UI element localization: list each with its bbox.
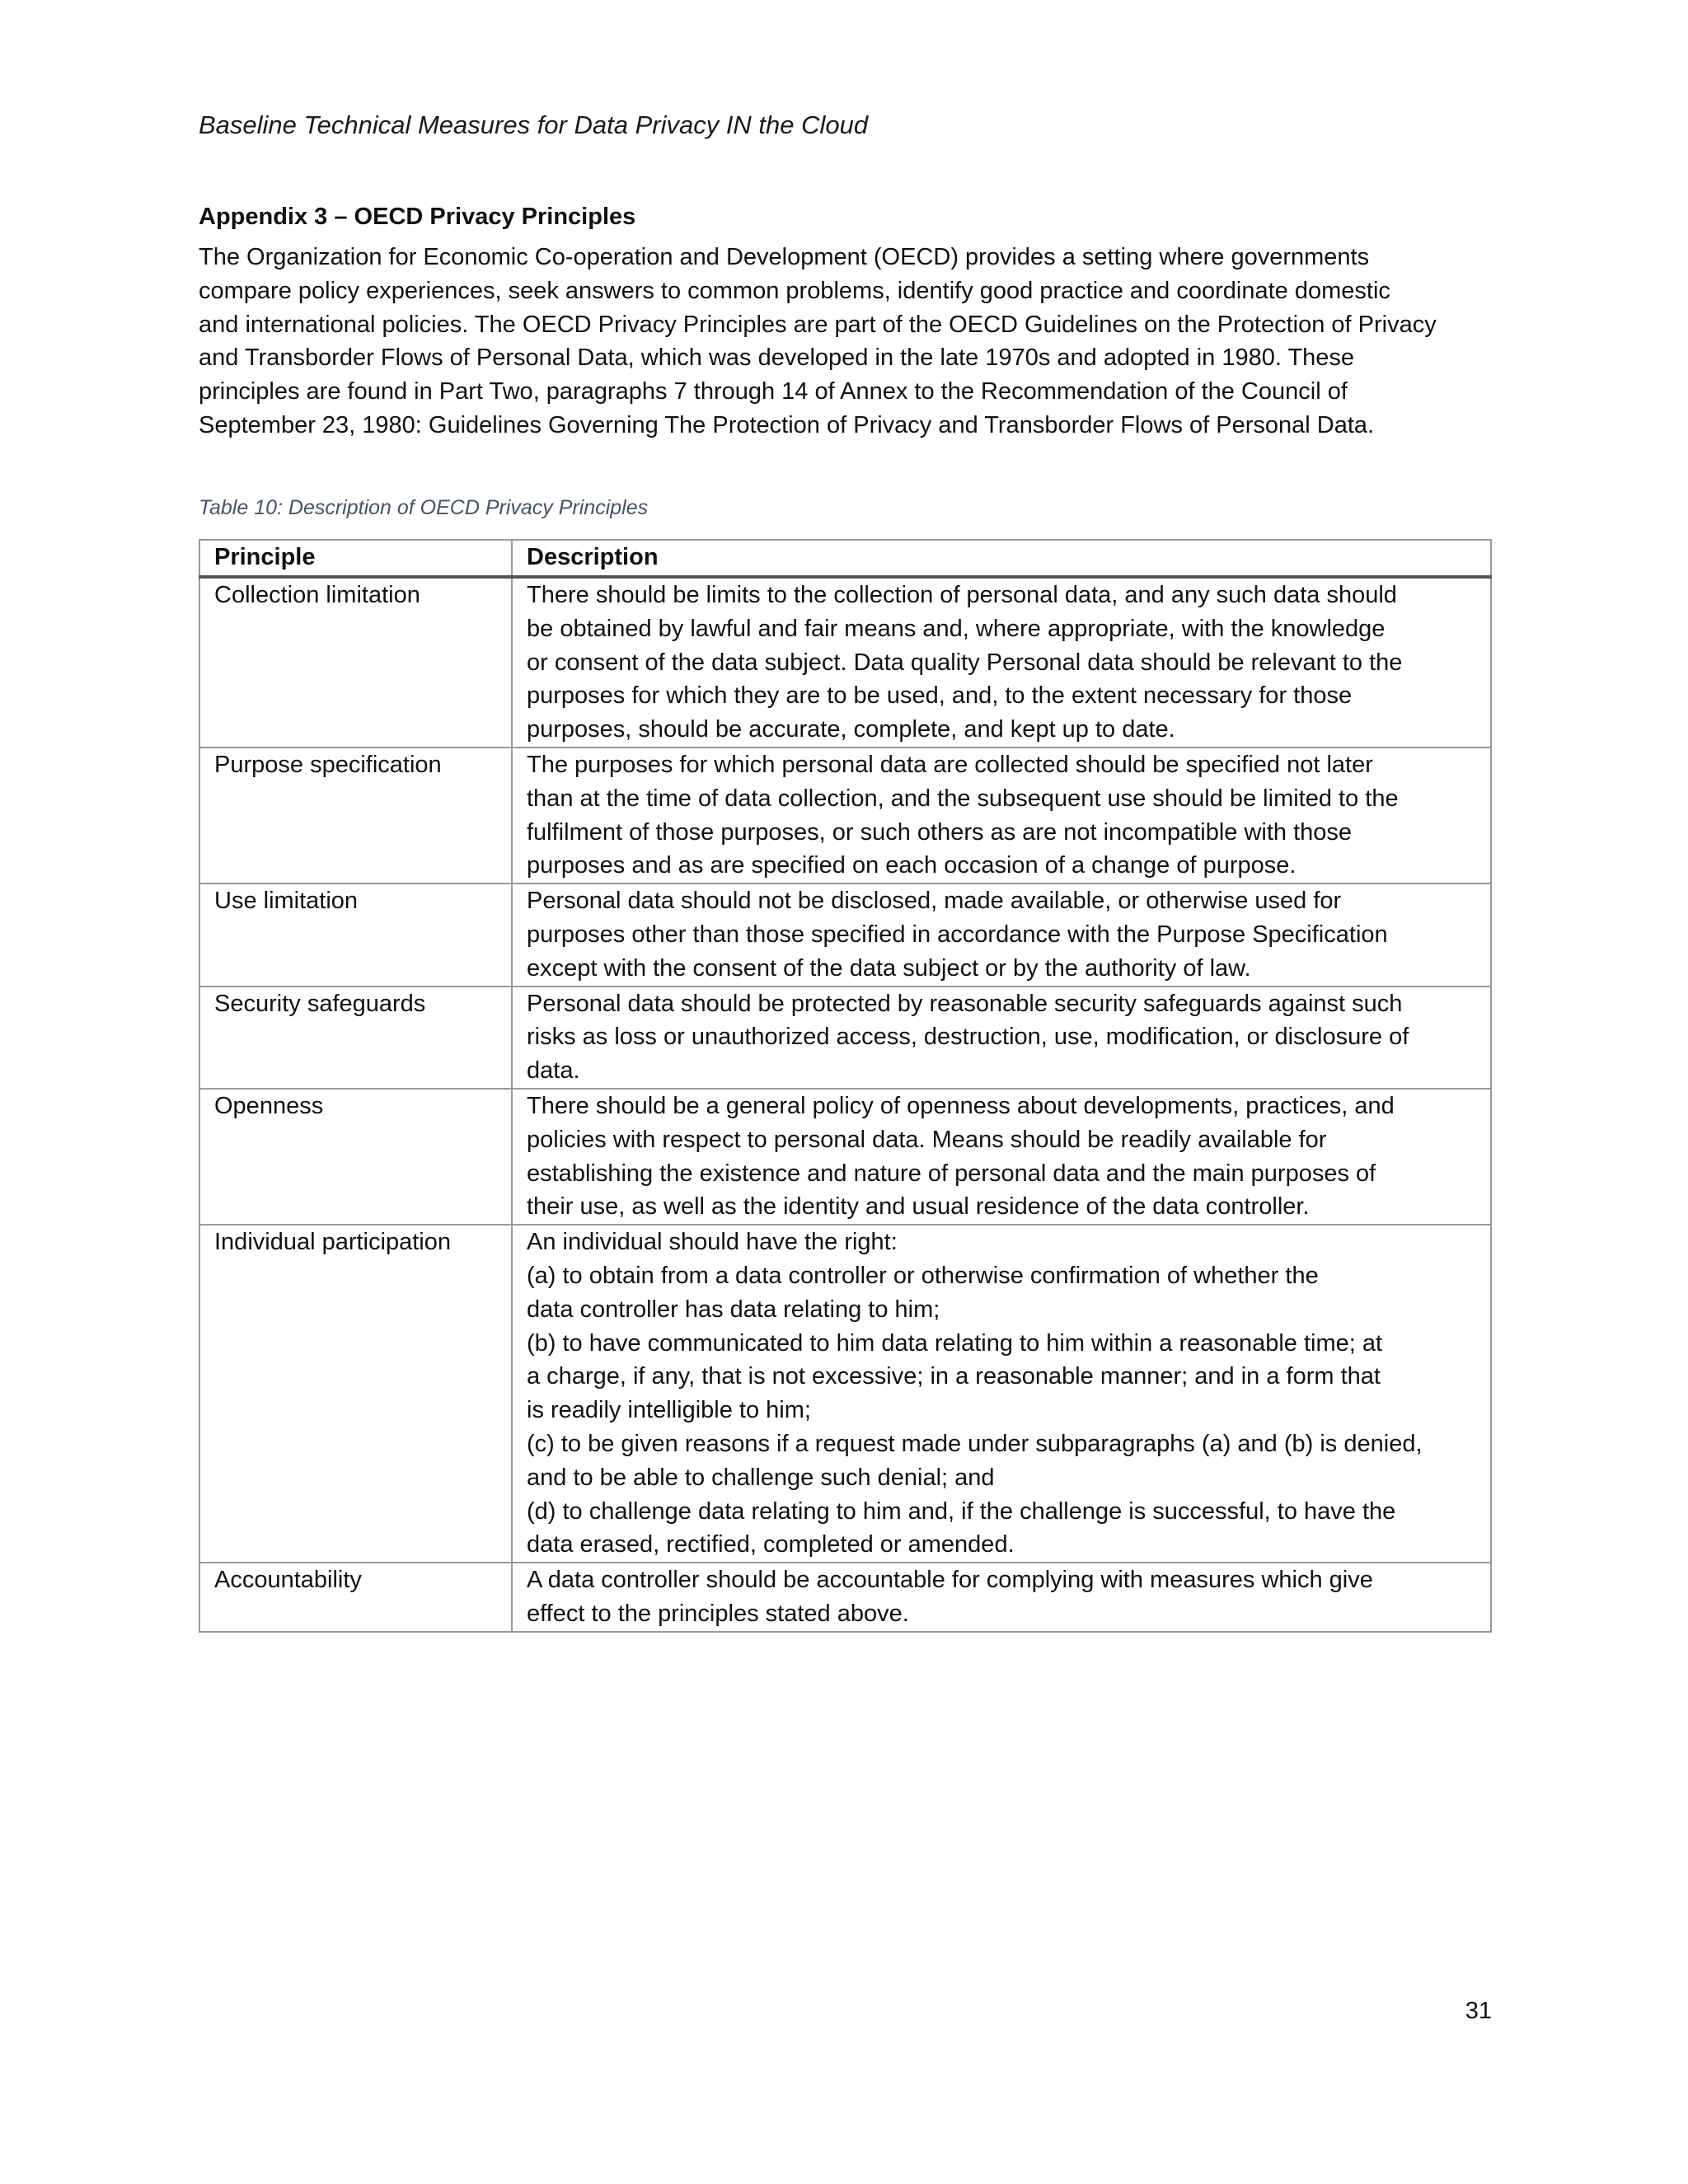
description-cell bbox=[512, 987, 1491, 1089]
description-line: policies with respect to personal data. Means should be readily available for bbox=[527, 1126, 1327, 1153]
description-line: Personal data should not be disclosed, made available, or otherwise used for bbox=[527, 888, 1342, 915]
description-cell bbox=[512, 748, 1491, 883]
description-line: (a) to obtain from a data controller or otherwise confirmation of whether the bbox=[527, 1262, 1319, 1289]
description-line: their use, as well as the identity and usual residence of the data controller. bbox=[527, 1193, 1310, 1221]
principle-cell: Individual participation bbox=[199, 1225, 512, 1563]
header-description: Description bbox=[512, 540, 1491, 577]
description-line: purposes, should be accurate, complete, and kept up to date. bbox=[527, 716, 1175, 743]
description-cell bbox=[512, 883, 1491, 986]
table-header-row bbox=[199, 540, 1491, 577]
description-line: data erased, rectified, completed or amended. bbox=[527, 1531, 1015, 1558]
description-line: establishing the existence and nature of personal data and the main purposes of bbox=[527, 1160, 1376, 1187]
principle-cell: Security safeguards bbox=[199, 987, 512, 1089]
description-line: be obtained by lawful and fair means and, where appropriate, with the knowledge bbox=[527, 615, 1386, 642]
table-row bbox=[199, 987, 1491, 1089]
description-line: risks as loss or unauthorized access, destruction, use, modification, or disclosure of bbox=[527, 1024, 1409, 1051]
description-line: purposes other than those specified in accordance with the Purpose Specification bbox=[527, 921, 1388, 948]
intro-line: principles are found in Part Two, paragraphs 7 through 14 of Annex to the Recommendation of the Council of bbox=[199, 378, 1348, 405]
description-line: a charge, if any, that is not excessive; in a reasonable manner; and in a form that bbox=[527, 1363, 1381, 1390]
description-line: (d) to challenge data relating to him and, if the challenge is successful, to have the bbox=[527, 1497, 1396, 1525]
principle-cell: Openness bbox=[199, 1089, 512, 1225]
table-caption: Table 10: Description of OECD Privacy Principles bbox=[199, 496, 649, 519]
table-row bbox=[199, 1225, 1491, 1563]
description-line: and to be able to challenge such denial; and bbox=[527, 1464, 995, 1491]
intro-line: and Transborder Flows of Personal Data, which was developed in the late 1970s and adopted in 1980. These bbox=[199, 344, 1355, 372]
principles-table bbox=[199, 539, 1492, 1633]
header-principle: Principle bbox=[199, 540, 512, 577]
description-line: than at the time of data collection, and the subsequent use should be limited to the bbox=[527, 785, 1399, 812]
intro-line: compare policy experiences, seek answers to common problems, identify good practice and coordinate domestic bbox=[199, 277, 1390, 304]
description-line: data controller has data relating to him; bbox=[527, 1296, 940, 1323]
description-line: fulfilment of those purposes, or such others as are not incompatible with those bbox=[527, 818, 1353, 846]
intro-line: September 23, 1980: Guidelines Governing The Protection of Privacy and Transborder Flows of Personal Data. bbox=[199, 411, 1375, 438]
section-title: Appendix 3 – OECD Privacy Principles bbox=[199, 204, 636, 230]
principle-cell: Accountability bbox=[199, 1563, 512, 1632]
description-line: An individual should have the right: bbox=[527, 1229, 898, 1256]
description-line: purposes for which they are to be used, and, to the extent necessary for those bbox=[527, 682, 1353, 710]
table-row bbox=[199, 748, 1491, 883]
description-line: There should be limits to the collection of personal data, and any such data should bbox=[527, 582, 1397, 608]
description-line: except with the consent of the data subject or by the authority of law. bbox=[527, 954, 1251, 982]
principle-cell: Use limitation bbox=[199, 883, 512, 986]
principle-cell: Purpose specification bbox=[199, 748, 512, 883]
description-line: or consent of the data subject. Data quality Personal data should be relevant to the bbox=[527, 649, 1403, 676]
description-line: data. bbox=[527, 1057, 580, 1085]
description-line: The purposes for which personal data are collected should be specified not later bbox=[527, 751, 1373, 778]
description-cell bbox=[512, 1089, 1491, 1225]
description-cell bbox=[512, 1563, 1491, 1632]
description-line: Personal data should be protected by reasonable security safeguards against such bbox=[527, 990, 1403, 1017]
table-row bbox=[199, 577, 1491, 748]
description-line: (b) to have communicated to him data relating to him within a reasonable time; at bbox=[527, 1329, 1383, 1357]
table-row bbox=[199, 883, 1491, 986]
description-line: (c) to be given reasons if a request made under subparagraphs (a) and (b) is denied, bbox=[527, 1430, 1423, 1457]
principle-cell: Collection limitation bbox=[199, 577, 512, 748]
description-line: There should be a general policy of openness about developments, practices, and bbox=[527, 1092, 1395, 1119]
description-line: purposes and as are specified on each occasion of a change of purpose. bbox=[527, 852, 1296, 879]
table-row bbox=[199, 1563, 1491, 1632]
page-number: 31 bbox=[1465, 1998, 1492, 2024]
description-line: effect to the principles stated above. bbox=[527, 1600, 909, 1627]
intro-line: The Organization for Economic Co-operation and Development (OECD) provides a setting where governments bbox=[199, 244, 1370, 270]
intro-paragraph bbox=[199, 241, 1493, 443]
description-cell bbox=[512, 577, 1491, 748]
description-line: A data controller should be accountable for complying with measures which give bbox=[527, 1567, 1373, 1594]
table-row bbox=[199, 1089, 1491, 1225]
description-cell bbox=[512, 1225, 1491, 1563]
description-line: is readily intelligible to him; bbox=[527, 1397, 811, 1424]
intro-line: and international policies. The OECD Privacy Principles are part of the OECD Guidelines on the Protection of Privacy bbox=[199, 311, 1437, 338]
running-header: Baseline Technical Measures for Data Privacy IN the Cloud bbox=[199, 110, 869, 139]
